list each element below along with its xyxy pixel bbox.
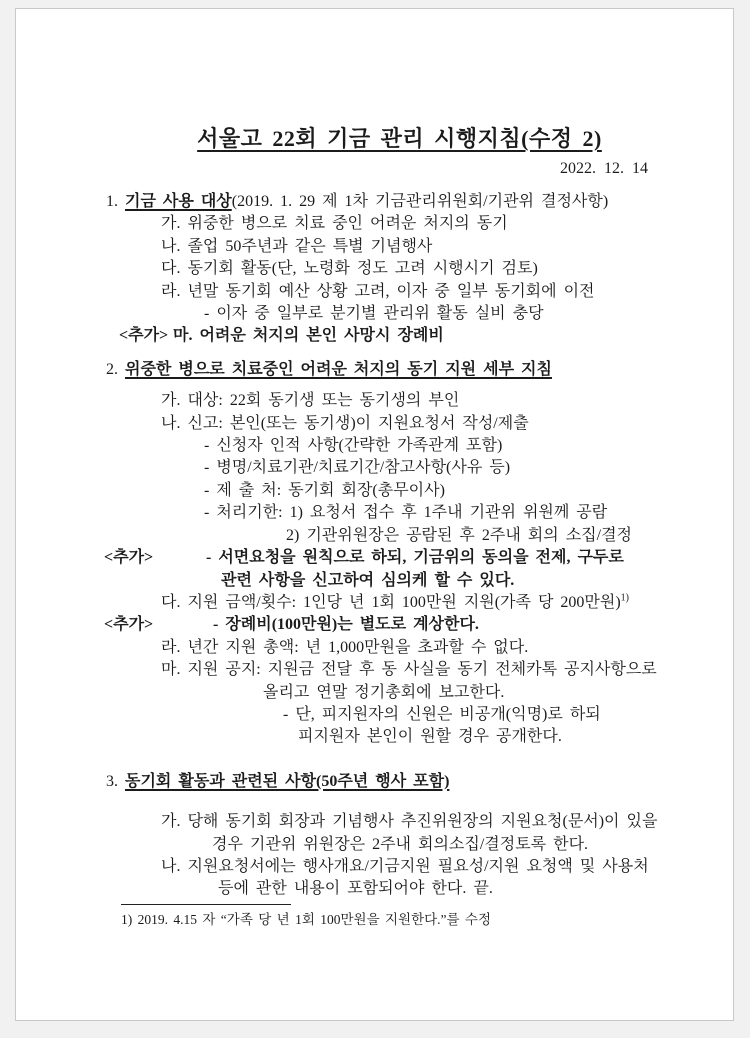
- s2-item-na-sub3: - 제 출 처: 동기회 회장(총무이사): [204, 481, 445, 499]
- s3-item-ga: 가. 당해 동기회 회장과 기념행사 추진위원장의 지원요청(문서)이 있을: [161, 813, 658, 831]
- section-1-title-note: (2019. 1. 29 제 1차 기금관리위원회/기관위 결정사항): [231, 193, 609, 210]
- s2-item-ma-sub-cont: 피지원자 본인이 원할 경우 공개한다.: [298, 728, 562, 746]
- s2-item-ma-sub: - 단, 피지원자의 신원은 비공개(익명)로 하되: [283, 705, 601, 723]
- s1-item-ra: 라. 년말 동기회 예산 상황 고려, 이자 중 일부 동기회에 이전: [161, 282, 595, 300]
- s2-added-1: [106, 547, 693, 569]
- s2-item-na: 나. 신고: 본인(또는 동기생)이 지원요청서 작성/제출: [161, 414, 529, 432]
- section-3-number: 3.: [106, 772, 118, 790]
- s1-item-ma-added: [106, 325, 693, 347]
- s3-item-na: 나. 지원요청서에는 행사개요/기금지원 필요성/지원 요청액 및 사용처: [161, 857, 649, 875]
- s2-added-2-text: - 장례비(100만원)는 별도로 계상한다.: [213, 616, 479, 634]
- s2-item-na-sub5: 2) 기관위원장은 공람된 후 2주내 회의 소집/결정: [286, 526, 632, 544]
- doc-date: 2022. 12. 14: [560, 160, 648, 177]
- s2-item-na-sub4: - 처리기한: 1) 요청서 접수 후 1주내 기관위 위원께 공람: [204, 504, 608, 522]
- s2-added-1-cont: 관련 사항을 신고하여 심의케 할 수 있다.: [221, 571, 515, 589]
- s2-item-ga: 가. 대상: 22회 동기생 또는 동기생의 부인: [161, 392, 460, 410]
- s1-item-ma-text: 마. 어려운 처지의 본인 사망시 장례비: [173, 327, 444, 345]
- section-2-heading: [106, 359, 693, 381]
- s1-item-da: 다. 동기회 활동(단, 노령화 정도 고려 시행시기 검토): [161, 260, 538, 278]
- s2-item-ma: 마. 지원 공지: 지원금 전달 후 동 사실을 동기 전체카톡 공지사항으로: [161, 661, 657, 679]
- added-tag: <추가>: [104, 549, 154, 567]
- section-3-heading: [106, 771, 693, 793]
- s2-item-na-sub1: - 신청자 인적 사항(간략한 가족관계 포함): [204, 437, 503, 455]
- doc-title: [106, 124, 693, 154]
- section-2-title: 위중한 병으로 치료중인 어려운 처지의 동기 지원 세부 지침: [125, 360, 552, 378]
- added-tag: <추가>: [119, 327, 169, 345]
- added-tag: <추가>: [104, 616, 154, 634]
- s2-added-1-text: - 서면요청을 원칙으로 하되, 기금위의 동의을 전제, 구두로: [206, 549, 624, 567]
- s1-item-ga: 가. 위중한 병으로 치료 중인 어려운 처지의 동기: [161, 215, 508, 233]
- section-3-title: 동기회 활동과 관련된 사항(50주년 행사 포함): [125, 772, 450, 790]
- footnote-divider: [121, 904, 291, 905]
- s1-item-na: 나. 졸업 50주년과 같은 특별 기념행사: [161, 237, 433, 255]
- footnote-ref-1: 1): [620, 592, 630, 604]
- s3-item-na-cont: 등에 관한 내용이 포함되어야 한다. 끝.: [218, 880, 493, 898]
- footnote-text: 1) 2019. 4.15 자 “가족 당 년 1회 100만원을 지원한다.”를 수정: [121, 911, 492, 927]
- s2-item-ma-cont: 올리고 연말 정기총회에 보고한다.: [263, 683, 505, 701]
- section-1-number: 1.: [106, 193, 118, 210]
- s1-item-ra-sub: - 이자 중 일부로 분기별 관리위 활동 실비 충당: [204, 305, 544, 323]
- s2-item-da: [106, 592, 693, 614]
- s2-item-da-text: 다. 지원 금액/횟수: 1인당 년 1회 100만원 지원(가족 당 200만원): [161, 593, 621, 611]
- s2-item-na-sub2: - 병명/치료기관/치료기간/참고사항(사유 등): [204, 459, 511, 477]
- document-page: [15, 8, 734, 1021]
- section-1-title: 기금 사용 대상: [125, 193, 232, 210]
- document-content: [16, 9, 733, 929]
- s3-item-ga-cont: 경우 기관위 위원장은 2주내 회의소집/결정토록 한다.: [212, 835, 589, 853]
- s2-item-ra: 라. 년간 지원 총액: 년 1,000만원을 초과할 수 없다.: [161, 638, 529, 656]
- s2-added-2: [106, 614, 693, 636]
- doc-title-text: 서울고 22회 기금 관리 시행지침(수정 2): [197, 126, 602, 151]
- section-2-number: 2.: [106, 360, 118, 378]
- section-1-heading: [106, 191, 693, 213]
